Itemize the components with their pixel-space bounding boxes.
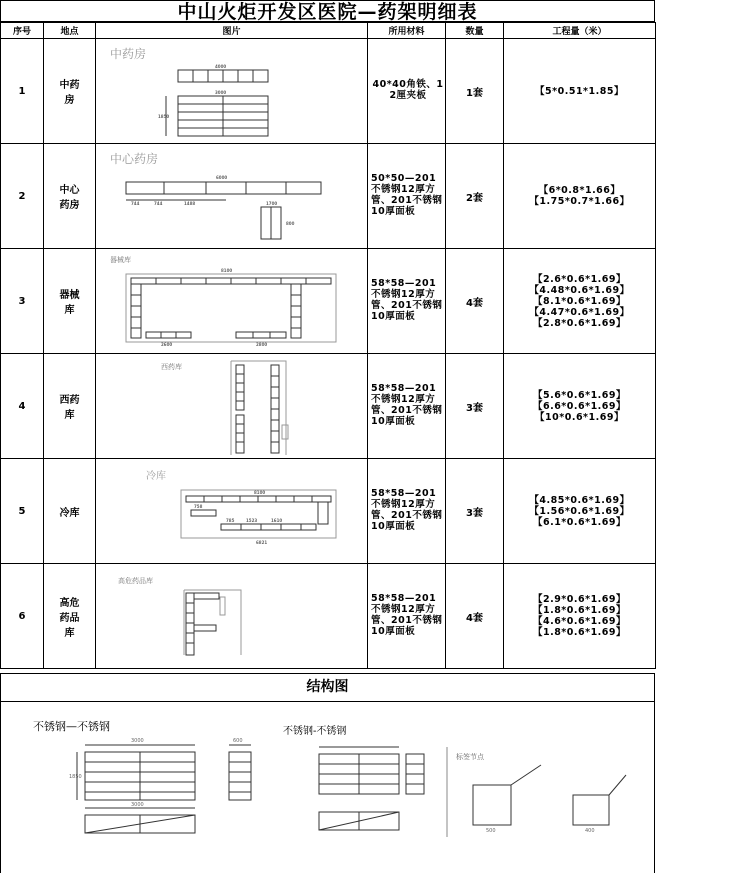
row-number: 5 [1, 459, 44, 564]
spec-line: 【6.1*0.6*1.69】 [532, 516, 627, 528]
dim-text: 1700 [266, 200, 278, 206]
header-picture: 图片 [96, 23, 368, 39]
table-row [1, 459, 656, 564]
drawing-xiyaoku [96, 355, 366, 458]
dim-text: 758 [194, 503, 203, 509]
dim-text: 6821 [256, 539, 268, 545]
header-quantity: 数量 [446, 23, 504, 39]
dim-text: 2800 [256, 341, 268, 347]
dim-text: 744 [131, 200, 140, 206]
row-quantity: 3套 [446, 354, 504, 459]
spec-line: 【2.9*0.6*1.69】 [532, 594, 627, 605]
drawing-qixieku [96, 250, 366, 353]
drawing-cell [96, 354, 368, 459]
row-specs [504, 144, 656, 249]
drawing-label: 高危药品库 [118, 577, 153, 585]
row-location: 中心 药房 [44, 144, 96, 249]
header-material: 所用材料 [368, 23, 446, 39]
row-specs [504, 39, 656, 144]
header-no: 序号 [1, 23, 44, 39]
row-location: 器械 库 [44, 249, 96, 354]
spec-line: 【1.8*0.6*1.69】 [532, 627, 627, 638]
drawing-label: 器械库 [110, 256, 131, 264]
spec-line: 【4.6*0.6*1.69】 [532, 616, 627, 627]
dim-text: 800 [286, 220, 295, 226]
row-location: 高危 药品 库 [44, 564, 96, 669]
dim-text: 3000 [131, 738, 144, 744]
dim-text: 3000 [215, 89, 227, 95]
spec-line: 【4.47*0.6*1.69】 [529, 306, 630, 318]
row-quantity: 2套 [446, 144, 504, 249]
dim-text: 500 [486, 828, 496, 834]
row-quantity: 4套 [446, 564, 504, 669]
table-row [1, 144, 656, 249]
structure-drawings [0, 702, 655, 873]
spec-line: 【5*0.51*1.85】 [535, 85, 624, 97]
drawing-cell [96, 249, 368, 354]
spec-line: 【1.8*0.6*1.69】 [532, 605, 627, 616]
row-specs [504, 249, 656, 354]
dim-text: 785 [226, 517, 235, 523]
row-material: 58*58—201不锈钢12厚方管、201不锈钢10厚面板 [368, 564, 446, 669]
structure-left-label: 不锈钢—不锈钢 [33, 720, 110, 733]
row-location: 冷库 [44, 459, 96, 564]
row-quantity: 4套 [446, 249, 504, 354]
row-quantity: 1套 [446, 39, 504, 144]
dim-text: 1523 [246, 517, 258, 523]
row-specs [504, 564, 656, 669]
structure-title: 结构图 [0, 673, 655, 702]
row-number: 2 [1, 144, 44, 249]
spec-line: 【4.85*0.6*1.69】 [529, 494, 630, 506]
dim-text: 1850 [158, 113, 170, 119]
structure-right-label: 标签节点 [456, 753, 484, 761]
row-material: 58*58—201不锈钢12厚方管、201不锈钢10厚面板 [368, 459, 446, 564]
drawing-label: 西药库 [161, 363, 182, 371]
table-header-row [1, 23, 656, 39]
spec-line: 【1.56*0.6*1.69】 [529, 505, 630, 517]
drawing-lengku [96, 460, 366, 563]
dim-text: 1488 [184, 200, 196, 206]
dim-text: 6000 [216, 174, 228, 180]
spec-line: 【6.6*0.6*1.69】 [532, 400, 627, 412]
row-material: 58*58—201不锈钢12厚方管、201不锈钢10厚面板 [368, 249, 446, 354]
table-row [1, 39, 656, 144]
detail-table [0, 22, 656, 669]
spec-line: 【5.6*0.6*1.69】 [532, 389, 627, 401]
row-specs [504, 459, 656, 564]
spec-line: 【6*0.8*1.66】 [538, 185, 621, 196]
drawing-label: 中药房 [110, 47, 147, 61]
dim-text: 3000 [131, 802, 144, 808]
structure-svg [1, 702, 654, 873]
dim-text: 2600 [161, 341, 173, 347]
structure-mid-label: 不锈钢-不锈钢 [283, 726, 347, 737]
table-row [1, 249, 656, 354]
dim-text: 744 [154, 200, 163, 206]
row-location: 中药 房 [44, 39, 96, 144]
row-quantity: 3套 [446, 459, 504, 564]
spec-line: 【10*0.6*1.69】 [535, 411, 624, 423]
spec-line: 【4.48*0.6*1.69】 [529, 284, 630, 296]
dim-text: 600 [233, 738, 243, 744]
drawing-label: 中心药房 [110, 152, 159, 166]
row-material: 40*40角铁、12厘夹板 [368, 39, 446, 144]
row-specs [504, 354, 656, 459]
header-quantity-meters: 工程量（米） [504, 23, 656, 39]
dim-text: 1610 [271, 517, 283, 523]
spec-line: 【1.75*0.7*1.66】 [529, 196, 630, 207]
row-number: 1 [1, 39, 44, 144]
drawing-cell [96, 459, 368, 564]
dim-text: 8100 [254, 489, 266, 495]
spec-line: 【2.8*0.6*1.69】 [532, 317, 627, 329]
drawing-cell [96, 564, 368, 669]
header-location: 地点 [44, 23, 96, 39]
dim-text: 4000 [215, 63, 227, 69]
row-material: 58*58—201不锈钢12厚方管、201不锈钢10厚面板 [368, 354, 446, 459]
row-number: 4 [1, 354, 44, 459]
row-number: 6 [1, 564, 44, 669]
spec-line: 【8.1*0.6*1.69】 [532, 295, 627, 307]
drawing-label: 冷库 [146, 471, 166, 482]
row-material: 50*50—201不锈钢12厚方管、201不锈钢10厚面板 [368, 144, 446, 249]
dim-text: 400 [585, 828, 595, 834]
drawing-cell [96, 144, 368, 249]
spec-line: 【2.6*0.6*1.69】 [532, 273, 627, 285]
table-row [1, 564, 656, 669]
page-title: 中山火炬开发区医院—药架明细表 [0, 0, 655, 22]
drawing-cell [96, 39, 368, 144]
dim-text: 1850 [69, 774, 82, 780]
row-number: 3 [1, 249, 44, 354]
dim-text: 8100 [221, 267, 233, 273]
row-location: 西药 库 [44, 354, 96, 459]
table-row [1, 354, 656, 459]
